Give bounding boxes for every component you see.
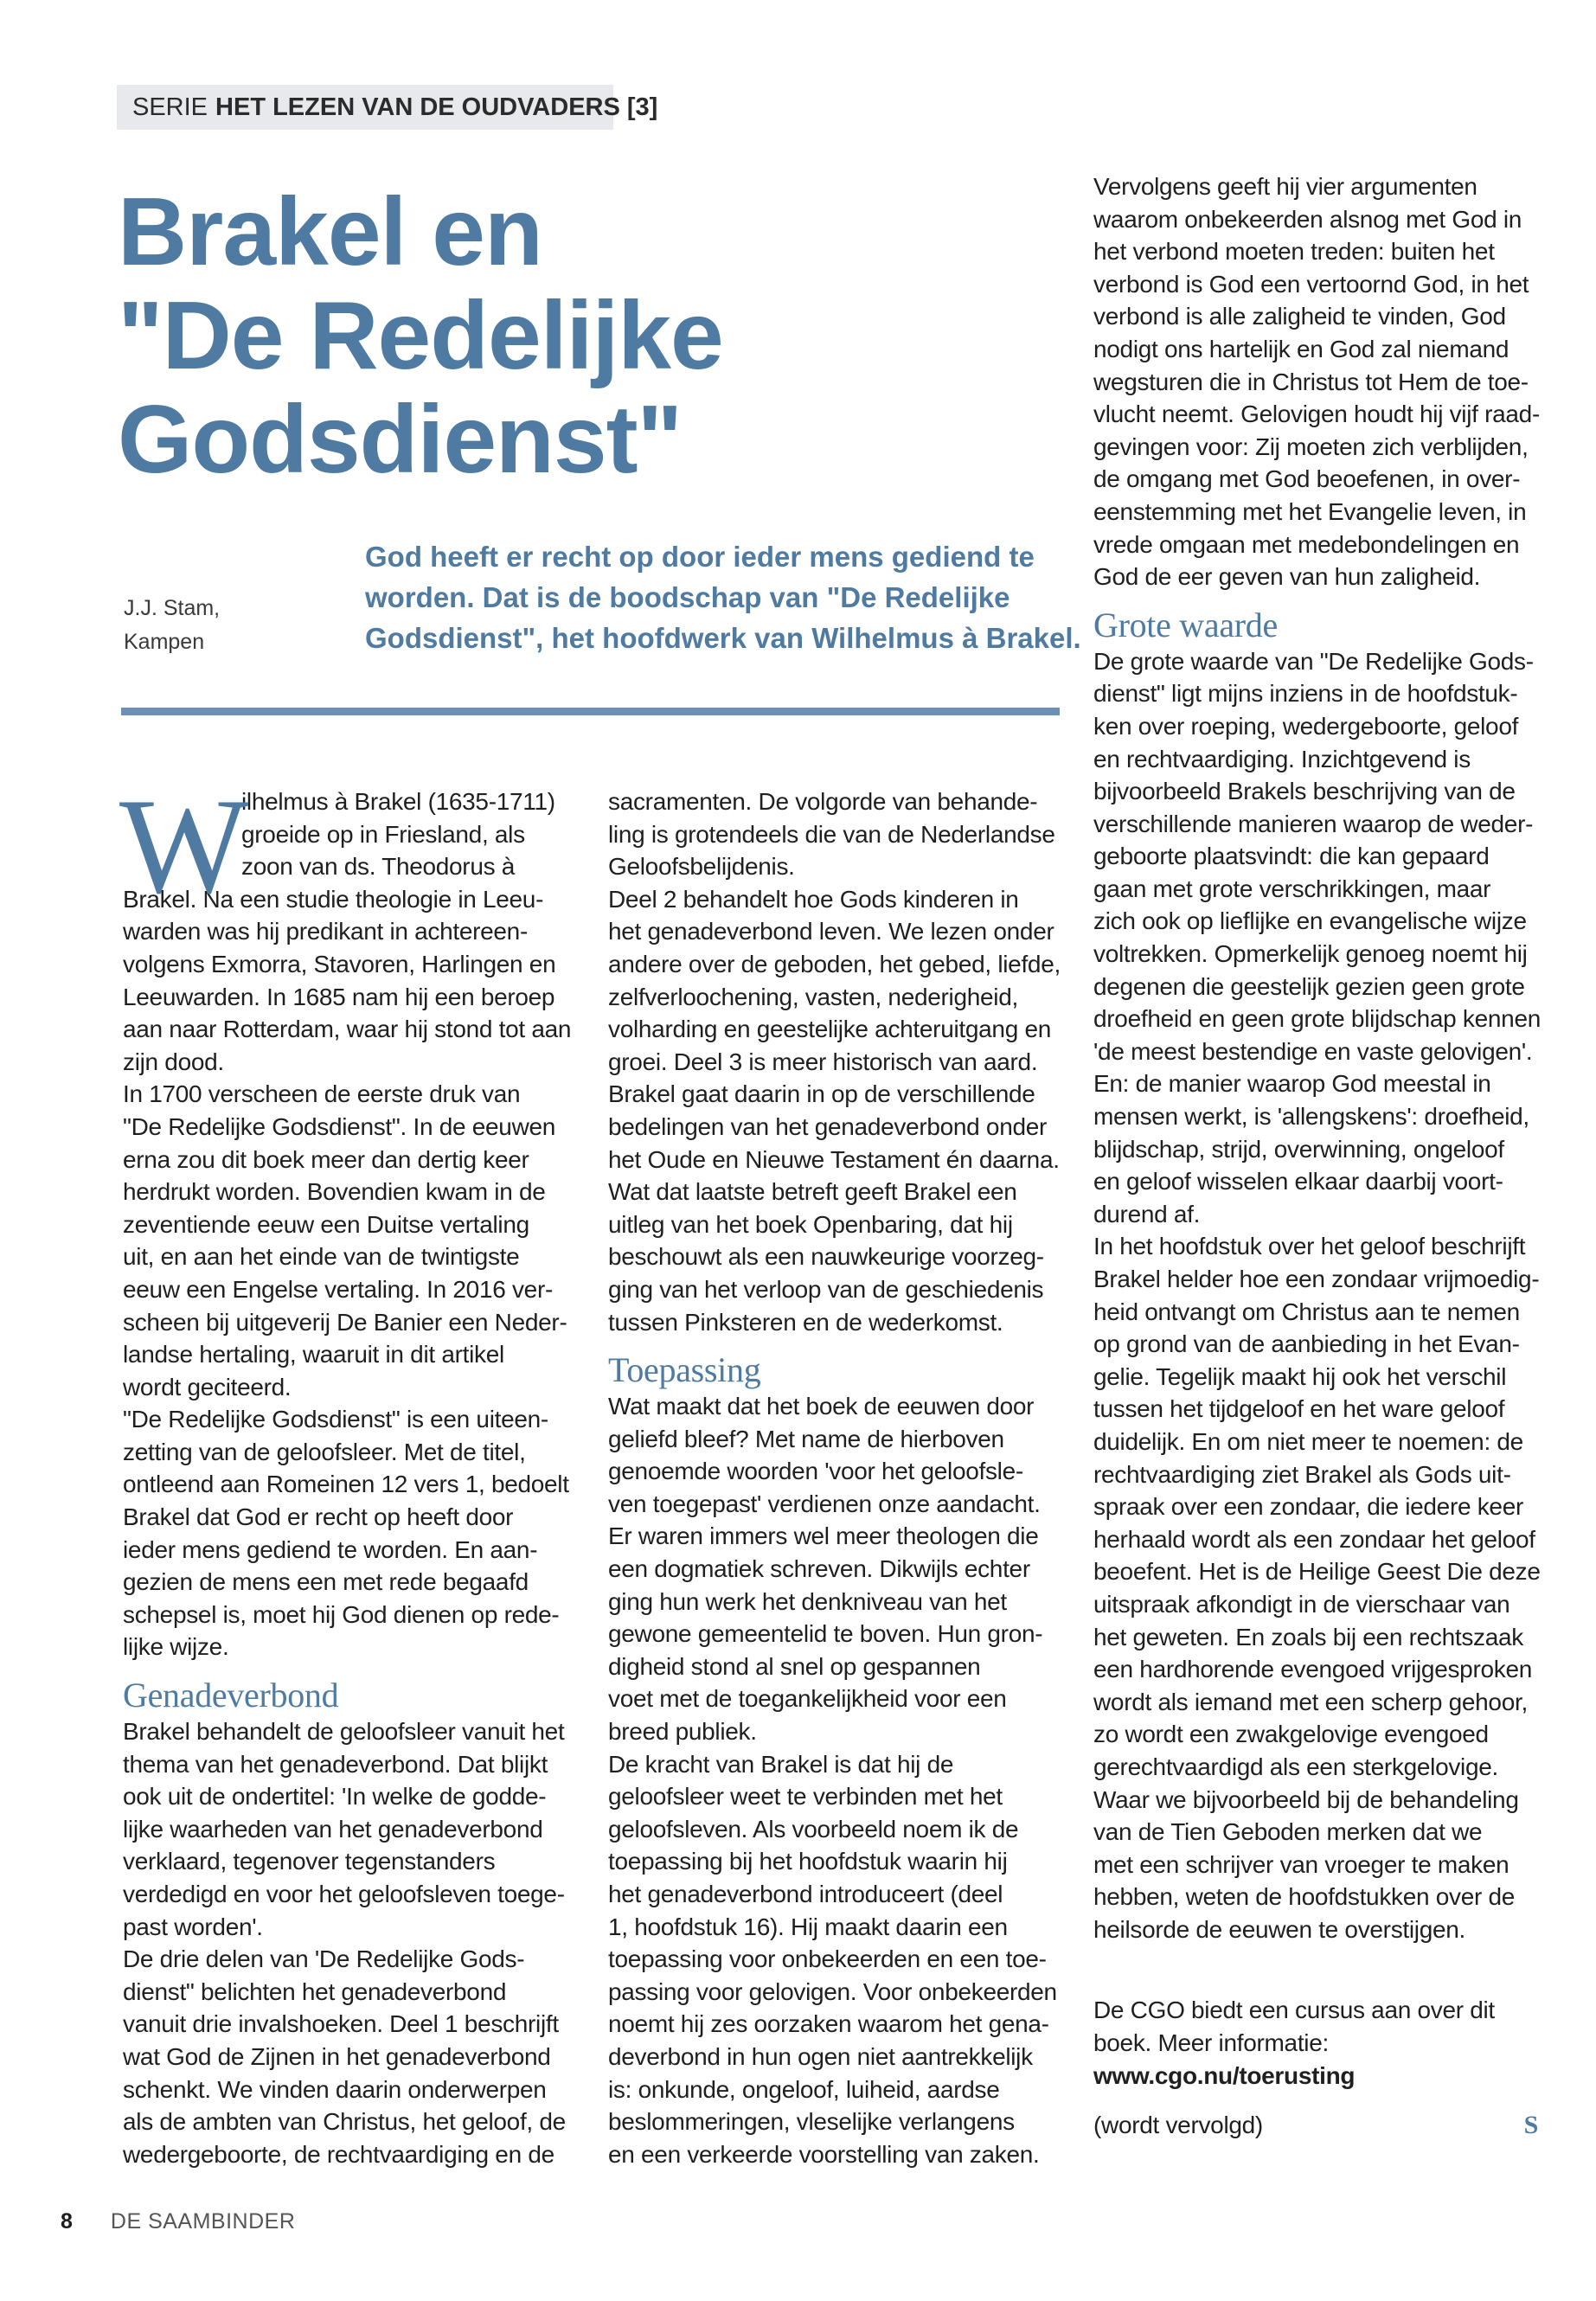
text-line: de omgang met God beoefenen, in over-: [1093, 465, 1521, 493]
text-line: toepassing bij het hoofdstuk waarin hij: [608, 1848, 1008, 1875]
text-line: ven toegepast' verdienen onze aandacht.: [608, 1490, 1041, 1517]
col3-intro: [1093, 170, 1561, 593]
page-number: 8: [61, 2209, 73, 2234]
text-line: ook uit de ondertitel: 'In welke de godde-: [123, 1783, 547, 1811]
text-line: ieder mens gediend te worden. En aan-: [123, 1535, 538, 1563]
course-link[interactable]: www.cgo.nu/toerusting: [1093, 2061, 1356, 2089]
text-line: wedergeboorte, de rechtvaardiging en de: [123, 2140, 554, 2168]
text-line: verschillende manieren waarop de weder-: [1093, 810, 1534, 837]
text-line: verbond is alle zaligheid te vinden, God: [1093, 303, 1506, 330]
text-line: beslommeringen, vleselijke verlangens: [608, 2108, 1015, 2136]
text-line: beoefent. Het is de Heilige Geest Die deze: [1093, 1558, 1541, 1586]
column-1: [119, 771, 577, 2170]
author-byline: [124, 592, 323, 659]
text-line: verdedigd en voor het geloofsleven toege-: [123, 1881, 565, 1907]
col2-intro: [608, 785, 1062, 1338]
text-line: groei. Deel 3 is meer historisch van aard.: [608, 1048, 1038, 1075]
text-line: droefheid en geen grote blijdschap kennen: [1093, 1005, 1541, 1033]
text-line: geboorte plaatsvindt: die kan gepaard: [1093, 843, 1490, 870]
text-line: zoon van ds. Theodorus à: [241, 853, 516, 881]
heading-genadeverbond: Genadeverbond: [123, 1676, 339, 1715]
lead-line: God heeft er recht op door ieder mens gediend te: [365, 541, 1035, 573]
text-line: Brakel dat God er recht op heeft door: [123, 1503, 514, 1531]
author-place: Kampen: [124, 630, 205, 654]
text-line: het verbond moeten treden: buiten het: [1093, 238, 1495, 266]
text-line: nodigt ons hartelijk en God zal niemand: [1093, 335, 1509, 362]
text-line: groeide op in Friesland, als: [241, 820, 525, 848]
text-line: De CGO biedt een cursus aan over dit: [1093, 1997, 1495, 2024]
text-line: Leeuwarden. In 1685 nam hij een beroep: [123, 983, 555, 1010]
text-line: vanuit drie invalshoeken. Deel 1 beschrijft: [123, 2010, 559, 2038]
text-line: aan naar Rotterdam, waar hij stond tot aan: [123, 1016, 572, 1043]
text-line: schepsel is, moet hij God dienen op rede-: [123, 1600, 560, 1628]
text-line: tussen Pinksteren en de wederkomst.: [608, 1308, 1003, 1336]
saambinder-s-icon: S: [1523, 2111, 1538, 2140]
title-line: Godsdienst": [118, 386, 683, 493]
text-line: De drie delen van 'De Redelijke Gods-: [123, 1945, 525, 1973]
text-line: Waar we bijvoorbeeld bij de behandeling: [1093, 1785, 1519, 1813]
text-line: Brakel behandelt de geloofsleer vanuit het: [123, 1718, 565, 1746]
text-line: De kracht van Brakel is dat hij de: [608, 1750, 954, 1778]
column-2: [608, 785, 1062, 2170]
text-line: geliefd bleef? Met name de hierboven: [608, 1425, 1004, 1452]
text-line: Vervolgens geeft hij vier argumenten: [1093, 173, 1477, 200]
text-line: met een schrijver van vroeger te maken: [1093, 1850, 1509, 1878]
text-line: volharding en geestelijke achteruitgang en: [608, 1016, 1051, 1043]
text-line: bedelingen van het genadeverbond onder: [608, 1112, 1048, 1140]
text-line: uitleg van het boek Openbaring, dat hij: [608, 1210, 1013, 1238]
text-line: In 1700 verscheen de eerste druk van: [123, 1080, 521, 1108]
text-line: vlucht neemt. Gelovigen houdt hij vijf raad-: [1093, 401, 1540, 428]
text-line: Geloofsbelijdenis.: [608, 853, 795, 881]
text-line: eeuw een Engelse vertaling. In 2016 ver-: [123, 1275, 553, 1303]
text-line: toepassing voor onbekeerden en een toe-: [608, 1945, 1047, 1973]
text-line: Er waren immers wel meer theologen die: [608, 1522, 1039, 1550]
text-line: Wat dat laatste betreft geeft Brakel een: [608, 1178, 1017, 1206]
text-line: gewone gemeentelid te boven. Hun gron-: [608, 1620, 1043, 1648]
text-line: degenen die geestelijk gezien geen grote: [1093, 972, 1525, 1000]
text-line: zeventiende eeuw een Duitse vertaling: [123, 1210, 529, 1238]
col3-section: [1093, 645, 1561, 1946]
text-line: Brakel gaat daarin in op de verschillende: [608, 1080, 1035, 1108]
text-line: dienst" ligt mijns inziens in de hoofdstuk-: [1093, 680, 1518, 708]
text-line: verklaard, tegenover tegenstanders: [123, 1848, 496, 1875]
col2-section: [608, 1390, 1062, 2170]
text-line: een hardhorende evengoed vrijgesproken: [1093, 1656, 1532, 1683]
col1-intro: [123, 883, 577, 1663]
series-prefix: SERIE: [132, 93, 208, 121]
text-line: lijke waarheden van het genadeverbond: [123, 1815, 543, 1843]
series-tag: [117, 85, 658, 130]
text-line: een dogmatiek schreven. Dikwijls echter: [608, 1555, 1030, 1583]
lead-line: Godsdienst", het hoofdwerk van Wilhelmus à Brakel.: [365, 622, 1081, 654]
text-line: ken over roeping, wedergeboorte, geloof: [1093, 712, 1519, 740]
text-line: scheen bij uitgeverij De Banier een Neder-: [123, 1308, 567, 1336]
text-line: En: de manier waarop God meestal in: [1093, 1070, 1491, 1098]
column-3: [1093, 170, 1561, 2142]
text-line: ilhelmus à Brakel (1635-1711): [241, 788, 555, 815]
text-line: thema van het genadeverbond. Dat blijkt: [123, 1750, 548, 1778]
text-line: ging van het verloop van de geschiedenis: [608, 1275, 1044, 1303]
text-line: zelfverloochening, vasten, nederigheid,: [608, 983, 1018, 1010]
heading-toepassing: Toepassing: [608, 1350, 761, 1390]
text-line: zo wordt een zwakgelovige evengoed: [1093, 1721, 1489, 1748]
article-title: [118, 180, 931, 491]
text-line: passing voor gelovigen. Voor onbekeerden: [608, 1977, 1057, 2005]
continued-row: [1093, 2109, 1561, 2142]
text-line: verbond is God een vertoornd God, in het: [1093, 270, 1529, 298]
lead-intro: [365, 536, 1081, 658]
text-line: Brakel. Na een studie theologie in Leeu-: [123, 885, 544, 913]
title-line: "De Redelijke: [118, 282, 723, 389]
text-line: herhaald wordt als een zondaar het geloof: [1093, 1525, 1535, 1553]
text-line: 'de meest bestendige en vaste gelovigen'.: [1093, 1037, 1533, 1065]
text-line: wat God de Zijnen in het genadeverbond: [123, 2042, 551, 2070]
text-line: en een verkeerde voorstelling van zaken.: [608, 2140, 1040, 2168]
dropcap: W: [119, 771, 248, 922]
text-line: In het hoofdstuk over het geloof beschrijft: [1093, 1233, 1526, 1260]
text-line: heilsorde de eeuwen te overstijgen.: [1093, 1915, 1466, 1943]
text-line: het geweten. En zoals bij een rechtszaak: [1093, 1623, 1523, 1650]
text-line: landse hertaling, waaruit in dit artikel: [123, 1341, 504, 1368]
text-line: wegsturen die in Christus tot Hem de toe-: [1093, 368, 1529, 395]
text-line: gevingen voor: Zij moeten zich verblijden,: [1093, 433, 1529, 460]
text-line: dienst" belichten het genadeverbond: [123, 1977, 507, 2005]
text-line: tussen het tijdgeloof en het ware geloof: [1093, 1395, 1505, 1423]
text-line: wordt geciteerd.: [123, 1373, 292, 1400]
text-line: uit, en aan het einde van de twintigste: [123, 1243, 520, 1271]
text-line: geloofsleven. Als voorbeeld noem ik de: [608, 1815, 1019, 1843]
text-line: het Oude en Nieuwe Testament én daarna.: [608, 1145, 1060, 1173]
text-line: bijvoorbeeld Brakels beschrijving van de: [1093, 778, 1516, 805]
text-line: Brakel helder hoe een zondaar vrijmoedig-: [1093, 1266, 1540, 1292]
page-footer: [61, 2209, 295, 2234]
text-line: "De Redelijke Godsdienst" is een uiteen-: [123, 1406, 548, 1433]
course-note: [1093, 1994, 1561, 2059]
text-line: het genadeverbond leven. We lezen onder: [608, 918, 1054, 945]
text-line: past worden'.: [123, 1913, 263, 1940]
text-line: zijn dood.: [123, 1048, 224, 1075]
text-line: 1, hoofdstuk 16). Hij maakt daarin een: [608, 1913, 1008, 1940]
text-line: duidelijk. En om niet meer te noemen: de: [1093, 1427, 1523, 1455]
text-line: Wat maakt dat het boek de eeuwen door: [608, 1393, 1035, 1420]
text-line: en geloof wisselen elkaar daarbij voort-: [1093, 1168, 1503, 1195]
text-line: Deel 2 behandelt hoe Gods kinderen in: [608, 885, 1019, 913]
series-name: HET LEZEN VAN DE OUDVADERS [3]: [215, 93, 658, 121]
text-line: durend af.: [1093, 1200, 1201, 1227]
text-line: op grond van de aanbieding in het Evan-: [1093, 1330, 1520, 1358]
text-line: De grote waarde van "De Redelijke Gods-: [1093, 647, 1534, 675]
lead-line: worden. Dat is de boodschap van "De Redelijke: [365, 581, 1010, 613]
author-name: J.J. Stam,: [124, 596, 221, 620]
text-line: spraak over een zondaar, die iedere keer: [1093, 1493, 1523, 1521]
text-line: gelie. Tegelijk maakt hij ook het verschil: [1093, 1362, 1507, 1390]
text-line: is: onkunde, ongeloof, luiheid, aardse: [608, 2075, 1000, 2103]
text-line: vrede omgaan met medebondelingen en: [1093, 530, 1520, 558]
text-line: andere over de geboden, het gebed, liefde,: [608, 950, 1061, 977]
text-line: voltrekken. Opmerkelijk genoeg noemt hij: [1093, 940, 1528, 968]
text-line: ontleend aan Romeinen 12 vers 1, bedoelt: [123, 1471, 569, 1498]
text-line: schenkt. We vinden daarin onderwerpen: [123, 2075, 547, 2103]
text-line: herdrukt worden. Bovendien kwam in de: [123, 1178, 546, 1206]
heading-grote-waarde: Grote waarde: [1093, 605, 1278, 644]
text-line: zich ook op lieflijke en evangelische wijze: [1093, 907, 1527, 935]
text-line: uitspraak afkondigt in de vierschaar van: [1093, 1590, 1510, 1618]
text-line: noemt hij zes oorzaken waarom het gena-: [608, 2010, 1049, 2038]
text-line: rechtvaardiging ziet Brakel als Gods uit-: [1093, 1460, 1511, 1488]
text-line: waarom onbekeerden alsnog met God in: [1093, 205, 1522, 233]
text-line: gerechtvaardigd als een sterkgelovige.: [1093, 1753, 1499, 1780]
text-line: het genadeverbond introduceert (deel: [608, 1881, 1003, 1907]
text-line: heid ontvangt om Christus aan te nemen: [1093, 1298, 1520, 1325]
text-line: geloofsleer weet te verbinden met het: [608, 1783, 1003, 1811]
text-line: blijdschap, strijd, overwinning, ongeloof: [1093, 1135, 1504, 1163]
text-line: God de eer geven van hun zaligheid.: [1093, 563, 1481, 591]
text-line: boek. Meer informatie:: [1093, 2029, 1329, 2057]
text-line: gaan met grote verschrikkingen, maar: [1093, 875, 1491, 902]
text-line: digheid stond al snel op gespannen: [608, 1652, 981, 1680]
text-line: erna zou dit boek meer dan dertig keer: [123, 1145, 529, 1173]
publication-name: DE SAAMBINDER: [110, 2209, 296, 2234]
text-line: genoemde woorden 'voor het geloofsle-: [608, 1458, 1023, 1485]
text-line: en rechtvaardiging. Inzichtgevend is: [1093, 745, 1471, 772]
text-line: ling is grotendeels die van de Nederlandse: [608, 820, 1055, 848]
text-line: sacramenten. De volgorde van behande-: [608, 788, 1038, 815]
text-line: eenstemming met het Evangelie leven, in: [1093, 497, 1527, 525]
text-line: lijke wijze.: [123, 1633, 229, 1661]
col1-section: [123, 1715, 577, 2170]
text-line: "De Redelijke Godsdienst". In de eeuwen: [123, 1112, 556, 1140]
title-line: Brakel en: [118, 178, 542, 285]
text-line: als de ambten van Christus, het geloof, de: [123, 2108, 566, 2136]
text-line: hebben, weten de hoofdstukken over de: [1093, 1883, 1516, 1911]
text-line: gezien de mens een met rede begaafd: [123, 1568, 529, 1596]
text-line: volgens Exmorra, Stavoren, Harlingen en: [123, 950, 556, 977]
continued-note: (wordt vervolgd): [1093, 2112, 1263, 2139]
text-line: mensen werkt, is 'allengskens': droefheid,: [1093, 1103, 1529, 1131]
text-line: deverbond in hun ogen niet aantrekkelijk: [608, 2042, 1033, 2070]
text-line: beschouwt als een nauwkeurige voorzeg-: [608, 1243, 1044, 1271]
text-line: ging hun werk het denkniveau van het: [608, 1587, 1007, 1615]
text-line: breed publiek.: [608, 1718, 757, 1746]
text-line: warden was hij predikant in achtereen-: [123, 918, 528, 945]
text-line: voet met de toegankelijkheid voor een: [608, 1685, 1007, 1713]
text-line: zetting van de geloofsleer. Met de titel,: [123, 1438, 526, 1465]
text-line: van de Tien Geboden merken dat we: [1093, 1818, 1483, 1846]
header-divider: [121, 708, 1060, 715]
text-line: wordt als iemand met een scherp gehoor,: [1093, 1688, 1528, 1715]
